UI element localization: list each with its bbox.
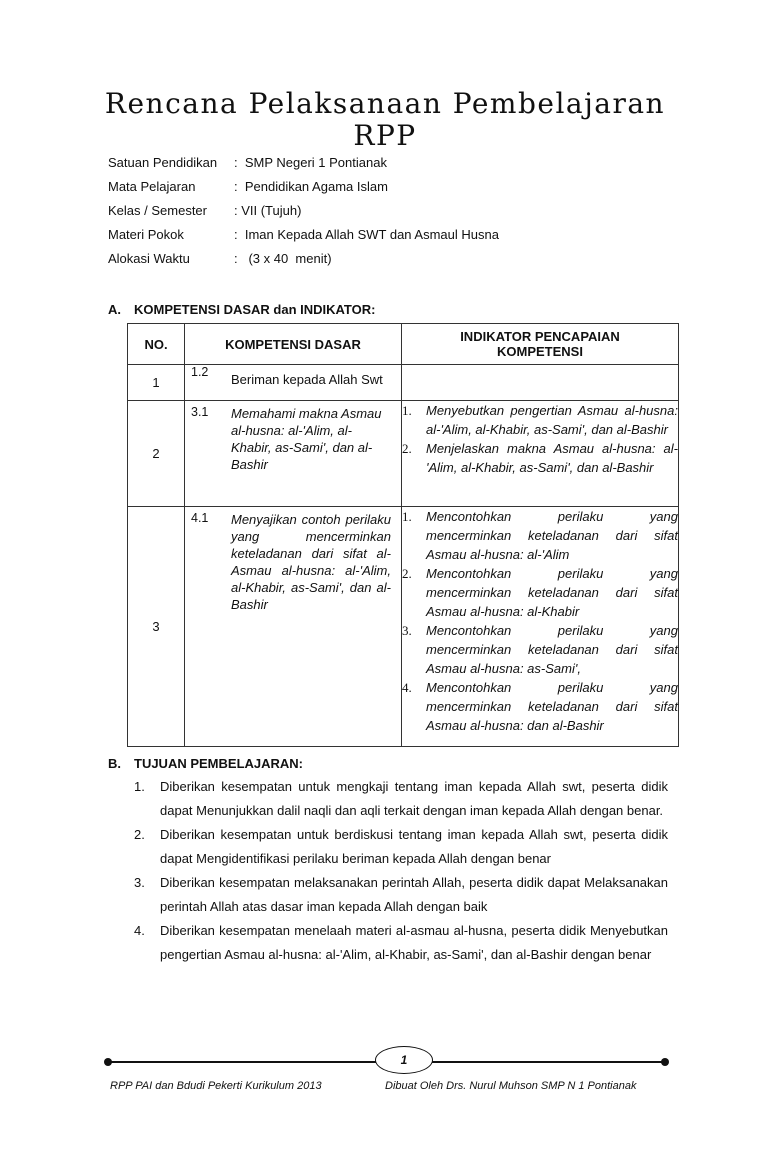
meta-row xyxy=(108,203,499,227)
section-b-title: TUJUAN PEMBELAJARAN: xyxy=(134,756,304,771)
row-no-text: 2 xyxy=(152,446,160,461)
kd-text: Memahami makna Asmau al-husna: al-'Alim, al-Khabir, as-Sami', dan al-Bashir xyxy=(231,406,382,472)
indicator-item xyxy=(402,621,678,678)
row-no xyxy=(128,507,185,747)
indicator-item xyxy=(402,564,678,621)
objective-text: Diberikan kesempatan untuk berdiskusi tentang iman kepada Allah swt, peserta didik dapat Mengidentifikasi perilaku beriman kepada Allah dengan benar xyxy=(160,827,668,866)
indicator-text: Mencontohkan perilaku yang mencerminkan keteladanan dari sifat Asmau al-husna: al-Khabir xyxy=(426,566,678,619)
indicator-item xyxy=(402,401,678,439)
kd-text: Beriman kepada Allah Swt xyxy=(231,372,383,387)
kd-number: 4.1 xyxy=(191,511,209,525)
identity-block xyxy=(108,155,499,275)
section-b xyxy=(108,756,668,967)
section-b-number: B. xyxy=(108,756,121,771)
competency-table xyxy=(127,323,679,747)
meta-row xyxy=(108,179,499,203)
footer-left-text: RPP PAI dan Bdudi Pekerti Kurikulum 2013 xyxy=(110,1080,322,1092)
meta-row xyxy=(108,155,499,179)
objectives-list xyxy=(108,775,668,967)
row-no xyxy=(128,401,185,507)
indicator-number: 2. xyxy=(402,566,412,581)
title-line-1: Rencana Pelaksanaan Pembelajaran xyxy=(104,87,666,120)
indicator-item xyxy=(402,507,678,564)
meta-label: Satuan Pendidikan xyxy=(108,155,218,170)
section-b-heading xyxy=(108,756,668,771)
indicator-cell xyxy=(402,507,679,747)
list-item xyxy=(108,871,668,919)
row-no-text: 1 xyxy=(152,375,160,390)
meta-row xyxy=(108,227,499,251)
title-line-2: RPP xyxy=(353,119,417,152)
kd-cell xyxy=(185,507,402,747)
objective-text: Diberikan kesempatan melaksanakan perintah Allah, peserta didik dapat Melaksanakan perintah Allah atas dasar iman kepada Allah dengan baik xyxy=(160,875,668,914)
indicator-cell xyxy=(402,365,679,401)
objective-number: 2. xyxy=(134,827,145,842)
document-title xyxy=(100,88,670,152)
footer-rule-right-dot xyxy=(661,1058,669,1066)
meta-value: : Iman Kepada Allah SWT dan Asmaul Husna xyxy=(234,227,499,242)
meta-value: : Pendidikan Agama Islam xyxy=(234,179,388,194)
header-no: NO. xyxy=(128,324,185,365)
header-indicator: INDIKATOR PENCAPAIAN KOMPETENSI xyxy=(402,324,679,365)
indicator-text: Mencontohkan perilaku yang mencerminkan keteladanan dari sifat Asmau al-husna: al-'Alim xyxy=(426,509,678,562)
kd-cell xyxy=(185,365,402,401)
meta-row xyxy=(108,251,499,275)
meta-value: : (3 x 40 menit) xyxy=(234,251,332,266)
section-a-heading xyxy=(108,302,375,317)
meta-value: : SMP Negeri 1 Pontianak xyxy=(234,155,387,170)
meta-label: Mata Pelajaran xyxy=(108,179,196,194)
indicator-text: Menyebutkan pengertian Asmau al-husna: al-'Alim, al-Khabir, as-Sami', dan al-Bashir xyxy=(426,403,678,437)
section-a-number: A. xyxy=(108,302,121,317)
meta-value: : VII (Tujuh) xyxy=(234,203,302,218)
objective-number: 3. xyxy=(134,875,145,890)
row-no xyxy=(128,365,185,401)
indicator-text: Mencontohkan perilaku yang mencerminkan keteladanan dari sifat Asmau al-husna: as-Sami', xyxy=(426,623,678,676)
section-a-title: KOMPETENSI DASAR dan INDIKATOR: xyxy=(134,302,376,317)
meta-label: Alokasi Waktu xyxy=(108,251,190,266)
indicator-number: 1. xyxy=(402,509,412,524)
table-row xyxy=(128,507,679,747)
table-header-row xyxy=(128,324,679,365)
kd-text: Menyajikan contoh perilaku yang mencerminkan keteladanan dari sifat al-Asmau al-husna: al-'Alim, al-Khabir, as-Sami', dan al-Bashir xyxy=(231,512,391,612)
kd-cell xyxy=(185,401,402,507)
meta-label: Kelas / Semester xyxy=(108,203,207,218)
footer-right-text: Dibuat Oleh Drs. Nurul Muhson SMP N 1 Pontianak xyxy=(385,1080,637,1092)
kd-number: 1.2 xyxy=(191,365,209,379)
footer-rule-left-dot xyxy=(104,1058,112,1066)
header-kd: KOMPETENSI DASAR xyxy=(185,324,402,365)
indicator-number: 2. xyxy=(402,441,412,456)
indicator-text: Mencontohkan perilaku yang mencerminkan keteladanan dari sifat Asmau al-husna: dan al-Bashir xyxy=(426,680,678,733)
meta-label: Materi Pokok xyxy=(108,227,184,242)
objective-text: Diberikan kesempatan untuk mengkaji tentang iman kepada Allah swt, peserta didik dapat Menunjukkan dalil naqli dan aqli terkait dengan iman kepada Allah dengan benar. xyxy=(160,779,668,818)
list-item xyxy=(108,919,668,967)
indicator-text: Menjelaskan makna Asmau al-husna: al-'Alim, al-Khabir, as-Sami', dan al-Bashir xyxy=(426,441,678,475)
table-row xyxy=(128,401,679,507)
indicator-number: 4. xyxy=(402,680,412,695)
table-row xyxy=(128,365,679,401)
list-item xyxy=(108,775,668,823)
row-no-text: 3 xyxy=(152,619,160,634)
indicator-number: 3. xyxy=(402,623,412,638)
kd-number: 3.1 xyxy=(191,405,209,419)
list-item xyxy=(108,823,668,871)
indicator-item xyxy=(402,439,678,477)
objective-number: 4. xyxy=(134,923,145,938)
page-number: 1 xyxy=(375,1046,433,1074)
indicator-cell xyxy=(402,401,679,507)
objective-text: Diberikan kesempatan menelaah materi al-asmau al-husna, peserta didik Menyebutkan pengertian Asmau al-husna: al-'Alim, al-Khabir, as-Sami', dan al-Bashir dengan benar xyxy=(160,923,668,962)
indicator-number: 1. xyxy=(402,403,412,418)
indicator-item xyxy=(402,678,678,735)
objective-number: 1. xyxy=(134,779,145,794)
